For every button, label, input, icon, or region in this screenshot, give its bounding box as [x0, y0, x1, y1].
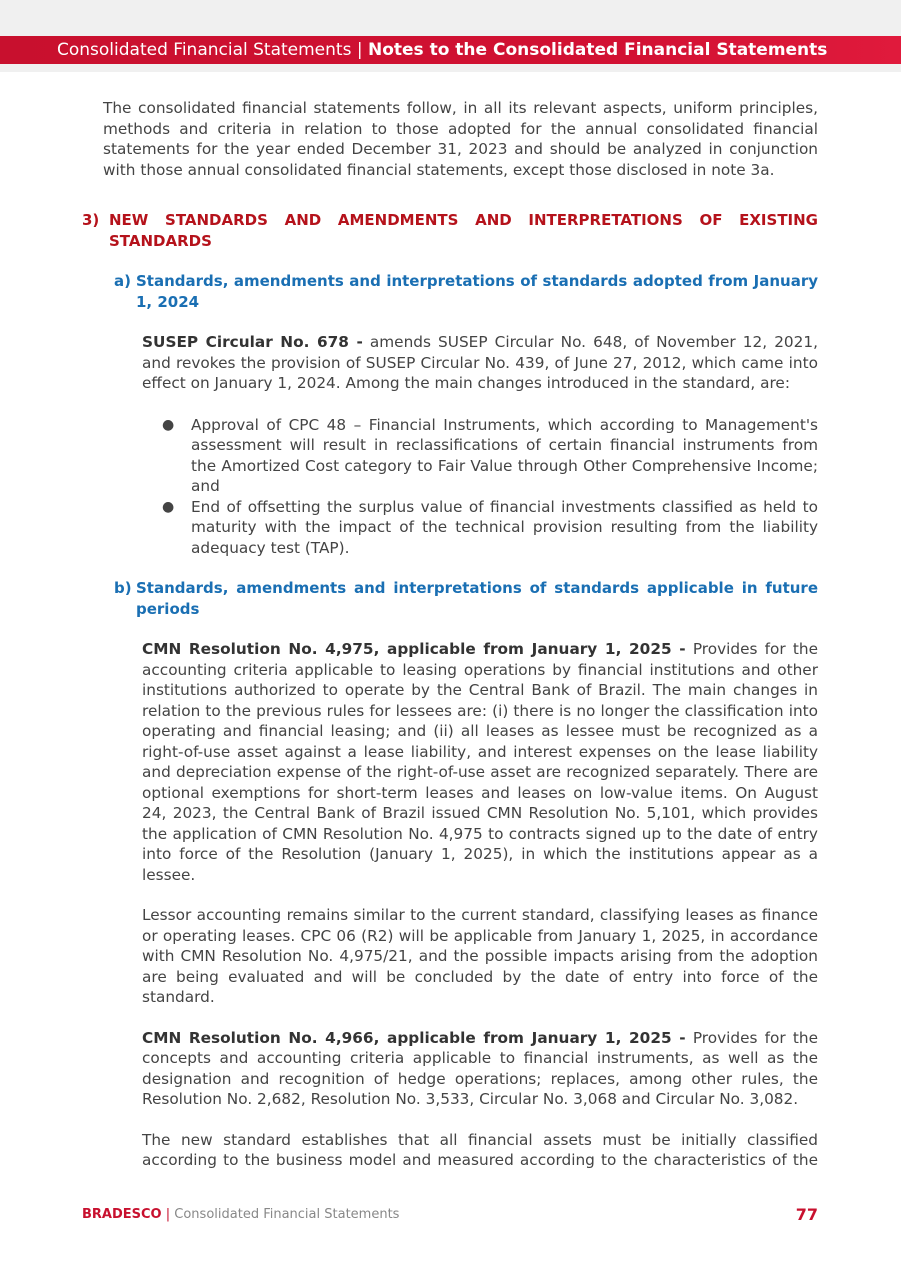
list-item-text: End of offsetting the surplus value of financial investments classified as held to maturity with the impact of the technical provision resulting from the liability adequacy test (TAP). [191, 497, 818, 557]
cmn-4975-title: CMN Resolution No. 4,975, applicable from January 1, 2025 - [142, 640, 686, 658]
bullet-icon: ● [162, 498, 175, 515]
susep-paragraph [142, 332, 818, 394]
bullet-icon: ● [162, 416, 175, 433]
subsection-b-number: b) [114, 579, 132, 597]
footer-brand: BRADESCO [82, 1207, 162, 1222]
list-item-text: Approval of CPC 48 – Financial Instruments, which according to Management's assessment will result in reclassifications of certain financial instruments from the Amortized Cost category to Fair Value through Other Comprehensive Income; and [191, 415, 818, 495]
subsection-a-number: a) [114, 272, 131, 290]
subsection-a-heading [114, 271, 818, 312]
cmn-4966-text: Provides for the concepts and accounting criteria applicable to financial instruments, as well as the designation and recognition of hedge operations; replaces, among other rules, the Resolution No. 2,682, Resolution No. 3,533, Circular No. 3,068 and Circular No. 3,082. [142, 1028, 818, 1108]
subsection-b-heading [114, 578, 818, 619]
under-strip [0, 64, 901, 72]
header-section: Consolidated Financial Statements [57, 40, 352, 60]
lessor-paragraph: Lessor accounting remains similar to the current standard, classifying leases as finance or operating leases. CPC 06 (R2) will be applicable from January 1, 2025, in accordance with CMN Resolution No. 4,975/21, and the possible impacts arising from the adoption are being evaluated and will be concluded by the date of entry into force of the standard. [142, 906, 818, 1006]
top-strip [0, 0, 901, 36]
cmn-4966-title: CMN Resolution No. 4,966, applicable from January 1, 2025 - [142, 1028, 686, 1047]
new-standard-paragraph: The new standard establishes that all financial assets must be initially classified according to the business model and measured according to the characteristics of the [142, 1130, 818, 1169]
list-item [162, 497, 818, 559]
section-3-number: 3) [82, 211, 100, 229]
section-3-title: NEW STANDARDS AND AMENDMENTS AND INTERPRETATIONS OF EXISTING STANDARDS [109, 211, 818, 250]
header-title: Notes to the Consolidated Financial Statements [367, 40, 828, 60]
header-separator: | [356, 40, 363, 60]
header-band [0, 36, 901, 64]
list-item [162, 415, 818, 497]
subsection-b-title: Standards, amendments and interpretations of standards applicable in future periods [136, 579, 818, 618]
cmn-4975-text: Provides for the accounting criteria applicable to leasing operations by financial institutions and other institutions authorized to operate by the Central Bank of Brazil. The main changes in relation to the previous rules for lessees are: (i) there is no longer the classification into operating and financial leasing; and (ii) all leases as lessee must be recognized as a right-of-use asset against a lease liability, and interest expenses on the lease liability and depreciation expense of the right-of-use asset are recognized separately. There are optional exemptions for short-term leases and leases on low-value items. On August 24, 2023, the Central Bank of Brazil issued CMN Resolution No. 5,101, which provides the application of CMN Resolution No. 4,975 to contracts signed up to the date of entry into force of the Resolution (January 1, 2025), in which the institutions appear as a lessee. [142, 640, 818, 884]
page-number: 77 [795, 1205, 818, 1224]
susep-changes-list [162, 415, 818, 559]
susep-text: amends SUSEP Circular No. 648, of November 12, 2021, and revokes the provision of SUSEP Circular No. 439, of June 27, 2012, which came into effect on January 1, 2024. Among the main changes introduced in the standard, are: [142, 333, 818, 392]
subsection-a-title: Standards, amendments and interpretations of standards adopted from January 1, 2024 [136, 272, 818, 311]
footer-separator: | [165, 1207, 171, 1222]
cmn-4975-paragraph [142, 639, 818, 885]
page-content [0, 98, 901, 1171]
intro-paragraph: The consolidated financial statements follow, in all its relevant aspects, uniform principles, methods and criteria in relation to those adopted for the annual consolidated financial statements for the year ended December 31, 2023 and should be analyzed in conjunction with those annual consolidated financial statements, except those disclosed in note 3a. [103, 99, 818, 179]
susep-title: SUSEP Circular No. 678 - [142, 333, 363, 351]
section-3-heading [82, 210, 818, 252]
page-footer [82, 1204, 818, 1226]
footer-document-title: Consolidated Financial Statements [174, 1207, 400, 1222]
cmn-4966-paragraph [142, 1028, 818, 1110]
